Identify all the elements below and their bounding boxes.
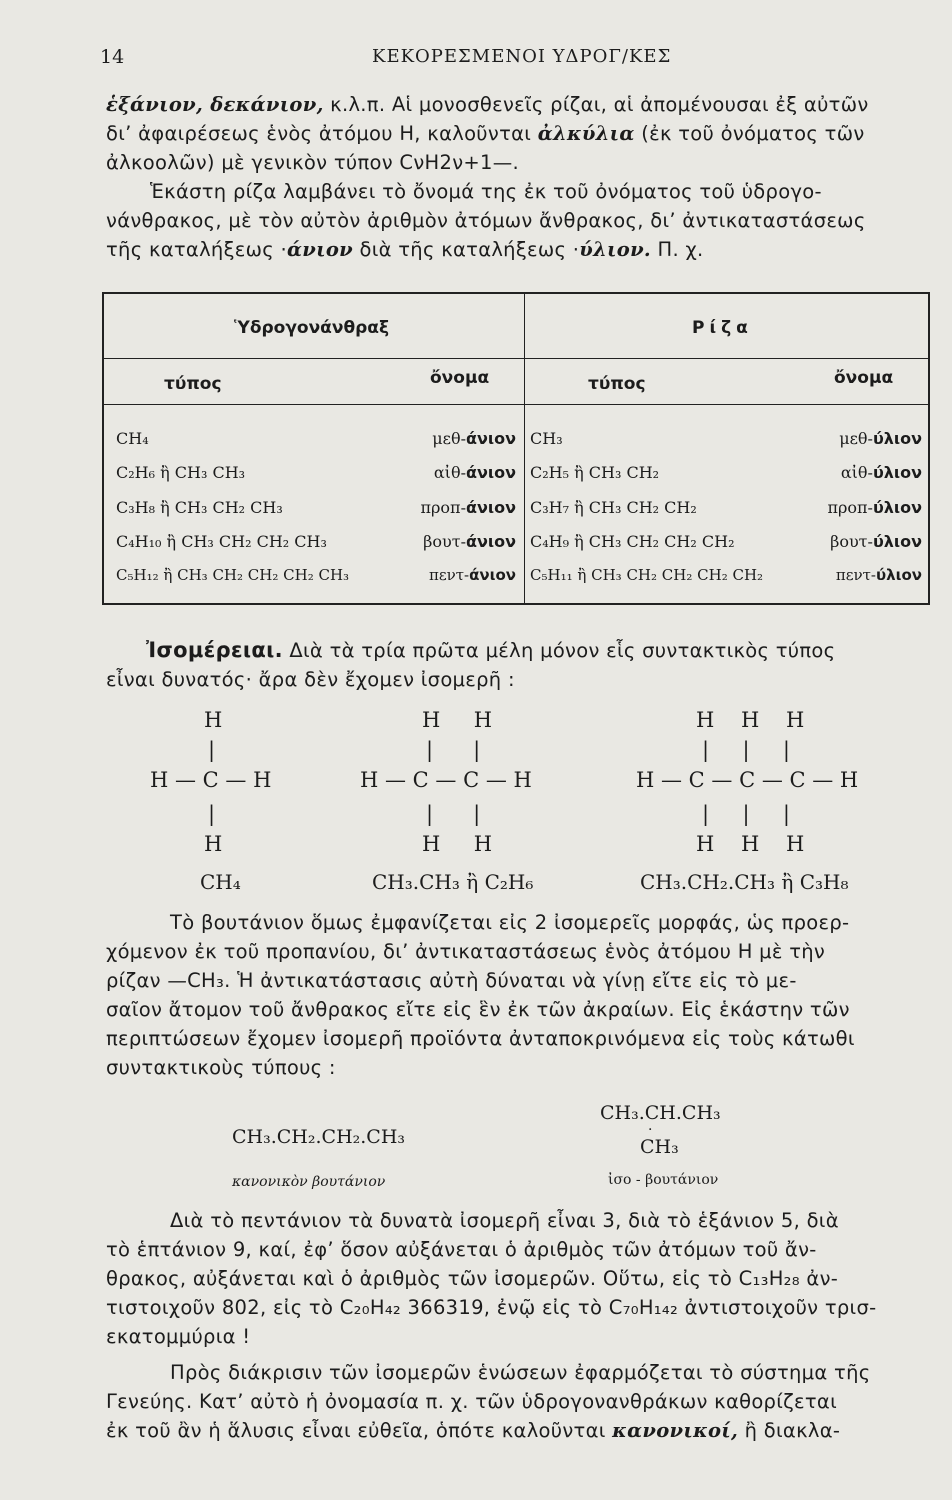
page-header [0,42,952,72]
geneva-line: ἐκ τοῦ ἂν ἡ ἅλυσις εἶναι εὐθεῖα, ὁπότε καλοῦνται κανονικοί, ἢ διακλα- [106,1419,841,1442]
col-type-left: τύπος [164,374,222,394]
geneva-paragraph [106,1358,940,1445]
table-row: C₅H₁₂ ἢ CH₃ CH₂ CH₂ CH₂ CH₃ πεντ-άνιον C₅H₁₁ ἢ CH₃ CH₂ CH₂ CH₂ CH₂ πεντ-ύλιον [116,566,922,584]
ethane-formula: CH₃.CH₃ ἢ C₂H₆ [372,870,534,894]
intro-line: νάνθρακος, μὲ τὸν αὐτὸν ἀριθμὸν ἀτόμων ἄνθρακος, δι’ ἀντικαταστάσεως [106,209,866,232]
table-row: C₄H₁₀ ἢ CH₃ CH₂ CH₂ CH₃ βουτ-άνιον C₄H₉ ἢ CH₃ CH₂ CH₂ CH₂ βουτ-ύλιον [116,532,922,551]
col-name-right: ὄνομα [834,368,894,388]
isomers-paragraph [106,636,940,694]
methane-formula: CH₄ [200,870,241,894]
intro-line: ἀλκοολῶν) μὲ γενικὸν τύπον CνH2ν+1—. [106,151,520,174]
butane-paragraph [106,908,940,1082]
intro-paragraph [106,90,940,264]
col-type-right: τύπος [588,374,646,394]
butane-line: ρίζαν —CH₃. Ἡ ἀντικατάστασις αὐτὴ δύναται νὰ γίνῃ εἴτε εἰς τὸ με- [106,969,797,992]
geneva-line: Πρὸς διάκρισιν τῶν ἰσομερῶν ἑνώσεων ἐφαρμόζεται τὸ σύστημα τῆς [170,1361,871,1384]
table-rule [104,358,928,359]
normal-butane-caption: κανονικὸν βουτάνιον [232,1174,386,1190]
hydrocarbon-radical-table [102,292,930,605]
isobutane-bond: · [648,1122,653,1138]
isobutane-caption: ἰσο - βουτάνιον [608,1172,719,1188]
isomers-line: Ἰσομέρειαι. Διὰ τὰ τρία πρῶτα μέλη μόνον εἷς συντακτικὸς τύπος [146,638,836,662]
running-title: ΚΕΚΟΡΕΣΜΕΝΟΙ ΥΔΡΟΓ/ΚΕΣ [372,46,672,67]
butane-line: χόμενον ἐκ τοῦ προπανίου, δι’ ἀντικαταστάσεως ἑνὸς ἀτόμου Η μὲ τὴν [106,940,826,963]
geneva-line: Γενεύης. Κατ’ αὐτὸ ἡ ὀνομασία π. χ. τῶν ὑδρογονανθράκων καθορίζεται [106,1390,837,1413]
counts-line: Διὰ τὸ πεντάνιον τὰ δυνατὰ ἰσομερῆ εἶναι 3, διὰ τὸ ἑξάνιον 5, διὰ [170,1209,839,1232]
isobutane-formula: CH₃.CH.CH₃ [600,1102,721,1124]
intro-line: δι’ ἀφαιρέσεως ἑνὸς ἀτόμου Η, καλοῦνται ἀλκύλια (ἐκ τοῦ ὀνόματος τῶν [106,122,865,145]
page-number: 14 [100,46,125,68]
counts-line: τιστοιχοῦν 802, εἰς τὸ C₂₀H₄₂ 366319, ἐνῷ εἰς τὸ C₇₀H₁₄₂ ἀντιστοιχοῦν τρισ- [106,1296,877,1319]
table-rule [104,404,928,405]
counts-line: θρακος, αὐξάνεται καὶ ὁ ἀριθμὸς τῶν ἰσομερῶν. Οὕτω, εἰς τὸ C₁₃H₂₈ ἀν- [106,1267,839,1290]
book-page: 14 ΚΕΚΟΡΕΣΜΕΝΟΙ ΥΔΡΟΓ/ΚΕΣ ἑξάνιον, δεκάνιον, κ.λ.π. Αἱ μονοσθενεῖς ρίζαι, αἱ ἀπομένουσαι ἐξ αὐτῶν δι’ ἀφαιρέσεως ἑνὸς ἀτόμου Η, καλοῦνται ἀλκύλια (ἐκ τοῦ ὀνόματος τῶν ἀλκοολῶν) μὲ γενικὸν τύπον CνH2ν+1—. Ἑκάστη ρίζα λαμβάνει τὸ ὄνομά της ἐκ τοῦ ὀνόματος τοῦ ὑδρογο- νάνθρακος, μὲ τὸν αὐτὸν ἀριθμὸν ἀτόμων ἄνθρακος, δι’ ἀντικαταστάσεως τῆς καταλήξεως ·άνιον διὰ τῆς καταλήξεως ·ύλιον. Π. χ. Ὑδρογονάνθραξ Ρίζα τύπος ὄνομα τύπος ὄνομα CH₄ μεθ-άνιον CH₃ μεθ-ύλιον C₂H₆ ἢ CH₃ CH₃ αἰθ-άνιον C₂H₅ ἢ CH₃ CH₂ αἰθ-ύλιον C₃H₈ ἢ CH₃ CH₂ CH₃ προπ-άνιον C₃H₇ ἢ CH₃ CH₂ CH₂ προπ-ύλιον C₄H₁₀ ἢ CH₃ CH₂ CH₂ CH₃ βουτ-άνιον C₄H₉ ἢ CH₃ CH₂ CH₂ CH₂ βουτ-ύλιον C₅H₁₂ ἢ CH₃ CH₂ CH₂ CH₂ CH₃ πεντ-άνιον C₅H₁₁ ἢ CH₃ CH₂ CH₂ CH₂ CH₂ πεντ-ύλιον Ἰσομέρειαι. Διὰ τὰ τρία πρῶτα μέλη μόνον εἷς συντακτικὸς τύπος εἶναι δυνατός· ἄρα δὲν ἔχομεν ἰσομερῆ : H | H — C — H | H H H | | H — C — C — H | | H H H H H | | | H — C — C — C — H | | | H H H CH₄ CH₃.CH₃ ἢ C₂H₆ CH₃.CH₂.CH₃ ἢ C₃H₈ Τὸ βουτάνιον ὅμως ἐμφανίζεται εἰς 2 ἰσομερεῖς μορφάς, ὡς προερ- χόμενον ἐκ τοῦ προπανίου, δι’ ἀντικαταστάσεως ἑνὸς ἀτόμου Η μὲ τὴν ρίζαν —CH₃. Ἡ ἀντικατάστασις αὐτὴ δύναται νὰ γίνῃ εἴτε εἰς τὸ με- σαῖον ἄτομον τοῦ ἄνθρακος εἴτε εἰς ἓν ἐκ τῶν ἀκραίων. Εἰς ἑκάστην τῶν περιπτώσεων ἔχομεν ἰσομερῆ προϊόντα ἀνταποκρινόμενα εἰς τοὺς κάτωθι συντακτικοὺς τύπους : CH₃.CH₂.CH₂.CH₃ κανονικὸν βουτάνιον CH₃.CH.CH₃ · CH₃ ἰσο - βουτάνιον Διὰ τὸ πεντάνιον τὰ δυνατὰ ἰσομερῆ εἶναι 3, διὰ τὸ ἑξάνιον 5, διὰ τὸ ἑπτάνιον 9, καί, ἐφ’ ὅσον αὐξάνεται ὁ ἀριθμὸς τῶν ἀτόμων τοῦ ἄν- θρακος, αὐξάνεται καὶ ὁ ἀριθμὸς τῶν ἰσομερῶν. Οὕτω, εἰς τὸ C₁₃H₂₈ ἀν- τιστοιχοῦν 802, εἰς τὸ C₂₀H₄₂ 366319, ἐνῷ εἰς τὸ C₇₀H₁₄₂ ἀντιστοιχοῦν τρισ- εκατομμύρια ! Πρὸς διάκρισιν τῶν ἰσομερῶν ἑνώσεων ἐφαρμόζεται τὸ σύστημα τῆς Γενεύης. Κατ’ αὐτὸ ἡ ὀνομασία π. χ. τῶν ὑδρογονανθράκων καθορίζεται ἐκ τοῦ ἂν ἡ ἅλυσις εἶναι εὐθεῖα, ὁπότε καλοῦνται κανονικοί, ἢ διακλα- [0,0,952,1500]
table-row: C₂H₆ ἢ CH₃ CH₃ αἰθ-άνιον C₂H₅ ἢ CH₃ CH₂ αἰθ-ύλιον [116,463,922,482]
isobutane-branch: CH₃ [640,1136,679,1158]
butane-line: περιπτώσεων ἔχομεν ἰσομερῆ προϊόντα ἀνταποκρινόμενα εἰς τοὺς κάτωθι [106,1027,855,1050]
table-row: CH₄ μεθ-άνιον CH₃ μεθ-ύλιον [116,429,922,448]
counts-paragraph [106,1206,940,1351]
propane-formula: CH₃.CH₂.CH₃ ἢ C₃H₈ [640,870,849,894]
butane-line: σαῖον ἄτομον τοῦ ἄνθρακος εἴτε εἰς ἓν ἐκ τῶν ἀκραίων. Εἰς ἑκάστην τῶν [106,998,850,1021]
butane-line: συντακτικοὺς τύπους : [106,1056,336,1079]
isomers-line: εἶναι δυνατός· ἄρα δὲν ἔχομεν ἰσομερῆ : [106,668,515,691]
normal-butane-formula: CH₃.CH₂.CH₂.CH₃ [232,1126,406,1148]
table-row: C₃H₈ ἢ CH₃ CH₂ CH₃ προπ-άνιον C₃H₇ ἢ CH₃ CH₂ CH₂ προπ-ύλιον [116,498,922,517]
col-name-left: ὄνομα [430,368,490,388]
intro-line: Ἑκάστη ρίζα λαμβάνει τὸ ὄνομά της ἐκ τοῦ ὀνόματος τοῦ ὑδρογο- [150,180,822,203]
counts-line: τὸ ἑπτάνιον 9, καί, ἐφ’ ὅσον αὐξάνεται ὁ ἀριθμὸς τῶν ἀτόμων τοῦ ἄν- [106,1238,817,1261]
intro-line: ἑξάνιον, δεκάνιον, κ.λ.π. Αἱ μονοσθενεῖς ρίζαι, αἱ ἀπομένουσαι ἐξ αὐτῶν [106,93,869,116]
butane-line: Τὸ βουτάνιον ὅμως ἐμφανίζεται εἰς 2 ἰσομερεῖς μορφάς, ὡς προερ- [170,911,850,934]
left-header: Ὑδρογονάνθραξ [234,318,390,338]
right-header: Ρίζα [692,318,753,338]
intro-line: τῆς καταλήξεως ·άνιον διὰ τῆς καταλήξεως ·ύλιον. Π. χ. [106,238,704,261]
counts-line: εκατομμύρια ! [106,1325,251,1348]
